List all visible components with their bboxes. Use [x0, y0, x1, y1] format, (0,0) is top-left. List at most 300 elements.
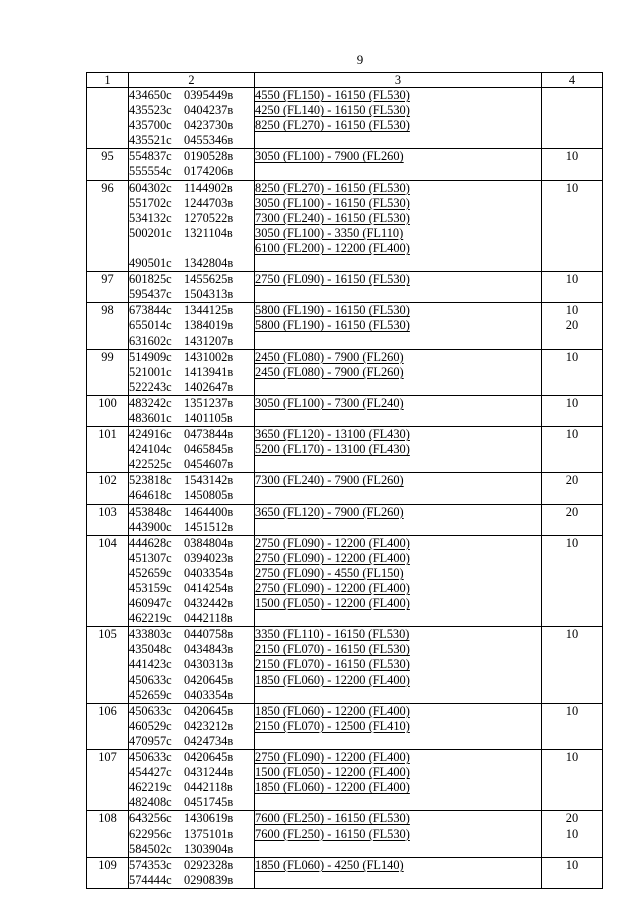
latitude: 521001с [129, 364, 172, 379]
coordinates-cell [129, 272, 255, 303]
value: 10 [565, 149, 579, 164]
table-row [87, 750, 603, 811]
coordinate-line [129, 795, 254, 810]
coordinate-line [129, 536, 254, 551]
coordinate-line [129, 380, 254, 395]
longitude: 1464400в [184, 504, 234, 519]
value-cell [542, 811, 603, 857]
latitude: 462219с [129, 780, 172, 795]
latitude: 424104с [129, 442, 172, 457]
altitude-ranges-cell [255, 750, 542, 811]
value-cell [542, 88, 603, 149]
table-row [87, 303, 603, 349]
row-number [87, 627, 129, 703]
latitude: 460947с [129, 596, 172, 611]
latitude: 454427с [129, 765, 172, 780]
latitude: 452659с [129, 687, 172, 702]
coordinate-line [129, 611, 254, 626]
coordinates-cell [129, 811, 255, 857]
latitude: 522243с [129, 379, 172, 394]
value: 10 [565, 750, 579, 765]
coordinates-cell [129, 395, 255, 426]
coordinate-line [129, 657, 254, 672]
row-number [87, 303, 129, 349]
coordinate-line [129, 211, 254, 226]
longitude: 0174206в [184, 164, 234, 179]
row-number [87, 473, 129, 504]
longitude: 0454607в [184, 457, 234, 472]
value: 20 [565, 473, 579, 488]
value-cell [542, 427, 603, 473]
altitude-range: 2750 (FL090) - 16150 (FL530) [255, 272, 410, 287]
table-body [87, 88, 603, 889]
value: 10 [565, 857, 579, 872]
longitude: 1375101в [184, 826, 234, 841]
coordinate-line [129, 365, 254, 380]
value: 10 [565, 395, 579, 410]
longitude: 0420645в [184, 672, 234, 687]
coordinate-line [129, 427, 254, 442]
row-number-text: 107 [98, 750, 117, 765]
row-number [87, 88, 129, 149]
latitude: 450633с [129, 672, 172, 687]
altitude-ranges-cell [255, 811, 542, 857]
longitude: 1402647в [184, 379, 234, 394]
value: 10 [565, 535, 579, 550]
altitude-ranges-cell [255, 703, 542, 749]
altitude-range: 1850 (FL060) - 12200 (FL400) [255, 672, 410, 687]
latitude: 551702с [129, 195, 172, 210]
longitude: 0403354в [184, 565, 234, 580]
altitude-range: 4550 (FL150) - 16150 (FL530) [255, 88, 410, 102]
altitude-ranges-cell [255, 627, 542, 703]
longitude: 1430619в [184, 811, 234, 826]
latitude: 574353с [129, 857, 172, 872]
latitude: 424916с [129, 427, 172, 442]
altitude-range: 1850 (FL060) - 4250 (FL140) [255, 857, 404, 872]
longitude: 0442118в [184, 611, 233, 626]
latitude: 444628с [129, 535, 172, 550]
coordinate-line [129, 734, 254, 749]
coordinate-line [129, 164, 254, 179]
altitude-range: 3350 (FL110) - 16150 (FL530) [255, 627, 410, 642]
longitude: 0434843в [184, 642, 234, 657]
coordinate-line [129, 241, 254, 256]
row-number-text: 108 [98, 811, 117, 826]
longitude: 0423212в [184, 718, 234, 733]
value: 20 [565, 811, 579, 826]
coordinate-line [129, 303, 254, 318]
latitude: 483601с [129, 410, 172, 425]
row-number-text: 98 [101, 303, 114, 318]
coordinates-cell [129, 750, 255, 811]
latitude: 554837с [129, 149, 172, 164]
row-number-text: 109 [98, 857, 117, 872]
coordinate-line [129, 596, 254, 611]
coordinate-line [129, 858, 254, 873]
altitude-range: 2150 (FL070) - 16150 (FL530) [255, 642, 410, 657]
longitude: 0404237в [184, 103, 234, 118]
coordinate-line [129, 226, 254, 241]
altitude-range: 2750 (FL090) - 4550 (FL150) [255, 565, 404, 580]
table-row [87, 473, 603, 504]
altitude-range: 2150 (FL070) - 12500 (FL410) [255, 718, 410, 733]
value: 10 [565, 826, 579, 841]
altitude-ranges-cell [255, 427, 542, 473]
longitude: 0423730в [184, 118, 234, 133]
table-row [87, 349, 603, 395]
latitude: 464618с [129, 488, 172, 503]
latitude: 601825с [129, 272, 172, 287]
value: 10 [565, 303, 579, 318]
row-number-text: 101 [98, 427, 117, 442]
altitude-range: 5800 (FL190) - 16150 (FL530) [255, 303, 410, 318]
table-row [87, 88, 603, 149]
latitude: 435521с [129, 133, 172, 148]
latitude: 490501с [129, 256, 172, 271]
longitude: 1342804в [184, 256, 234, 271]
altitude-range: 8250 (FL270) - 16150 (FL530) [255, 118, 410, 133]
latitude: 631602с [129, 333, 172, 348]
longitude: 1504313в [184, 287, 234, 302]
latitude: 433803с [129, 627, 172, 642]
latitude: 435523с [129, 103, 172, 118]
coordinate-line [129, 196, 254, 211]
row-number [87, 149, 129, 180]
coordinate-line [129, 551, 254, 566]
longitude: 1401105в [184, 410, 233, 425]
longitude: 0440758в [184, 627, 234, 642]
altitude-ranges-cell [255, 349, 542, 395]
longitude: 0430313в [184, 657, 234, 672]
coordinate-line [129, 318, 254, 333]
latitude: 451307с [129, 550, 172, 565]
altitude-range: 1850 (FL060) - 12200 (FL400) [255, 780, 410, 795]
row-number-text: 95 [101, 149, 114, 164]
altitude-range: 2750 (FL090) - 12200 (FL400) [255, 750, 410, 765]
latitude: 673844с [129, 303, 172, 318]
coordinate-line [129, 642, 254, 657]
latitude: 441423с [129, 657, 172, 672]
latitude: 483242с [129, 395, 172, 410]
longitude: 1451512в [184, 519, 234, 534]
latitude: 482408с [129, 795, 172, 810]
value-cell [542, 504, 603, 535]
value: 10 [565, 180, 579, 195]
latitude: 655014с [129, 318, 172, 333]
latitude: 435048с [129, 642, 172, 657]
value-cell [542, 349, 603, 395]
column-header-4: 4 [542, 73, 603, 88]
altitude-range: 1500 (FL050) - 12200 (FL400) [255, 596, 410, 611]
altitude-range: 3050 (FL100) - 7300 (FL240) [255, 395, 404, 410]
longitude: 1431207в [184, 333, 234, 348]
latitude: 422525с [129, 457, 172, 472]
altitude-range: 2750 (FL090) - 12200 (FL400) [255, 581, 410, 595]
coordinate-line [129, 396, 254, 411]
latitude: 523818с [129, 473, 172, 488]
airspace-table [86, 72, 603, 889]
altitude-range: 3050 (FL100) - 16150 (FL530) [255, 195, 410, 210]
longitude: 1321104в [184, 225, 233, 240]
coordinate-line [129, 350, 254, 365]
value-cell [542, 535, 603, 627]
altitude-ranges-cell [255, 504, 542, 535]
row-number [87, 272, 129, 303]
altitude-range: 6100 (FL200) - 12200 (FL400) [255, 240, 410, 255]
coordinate-line [129, 133, 254, 148]
altitude-ranges-cell [255, 395, 542, 426]
longitude: 1413941в [184, 364, 234, 379]
table-row [87, 535, 603, 627]
row-number-text: 102 [98, 473, 117, 488]
table-row [87, 180, 603, 272]
coordinates-cell [129, 627, 255, 703]
row-number [87, 703, 129, 749]
value: 10 [565, 272, 579, 287]
altitude-ranges-cell [255, 149, 542, 180]
row-number-text [87, 88, 128, 103]
row-number-text: 103 [98, 504, 117, 519]
coordinate-line [129, 704, 254, 719]
altitude-ranges-cell [255, 473, 542, 504]
latitude: 453159с [129, 581, 172, 595]
value-cell [542, 149, 603, 180]
value: 10 [565, 703, 579, 718]
row-number-text: 105 [98, 627, 117, 642]
coordinate-line [129, 673, 254, 688]
coordinate-line [129, 149, 254, 164]
longitude: 0395449в [184, 88, 234, 102]
latitude: 452659с [129, 565, 172, 580]
row-number [87, 811, 129, 857]
column-header-2: 2 [129, 73, 255, 88]
altitude-range: 4250 (FL140) - 16150 (FL530) [255, 103, 410, 118]
longitude: 1431002в [184, 349, 234, 364]
row-number [87, 535, 129, 627]
table-row [87, 272, 603, 303]
coordinate-line [129, 256, 254, 271]
coordinate-line [129, 827, 254, 842]
altitude-range: 5200 (FL170) - 13100 (FL430) [255, 442, 410, 457]
longitude: 1270522в [184, 210, 234, 225]
latitude: 470957с [129, 733, 172, 748]
altitude-range: 7600 (FL250) - 16150 (FL530) [255, 811, 410, 826]
latitude: 450633с [129, 703, 172, 718]
latitude: 462219с [129, 611, 172, 626]
value-cell [542, 750, 603, 811]
longitude: 0403354в [184, 687, 234, 702]
value-cell [542, 703, 603, 749]
longitude: 0384804в [184, 535, 234, 550]
value-cell [542, 857, 603, 888]
value: 10 [565, 627, 579, 642]
value-cell [542, 473, 603, 504]
latitude: 622956с [129, 826, 172, 841]
latitude: 555554с [129, 164, 172, 179]
coordinates-cell [129, 427, 255, 473]
column-header-3: 3 [255, 73, 542, 88]
longitude: 0414254в [184, 581, 234, 595]
longitude: 1450805в [184, 488, 234, 503]
coordinate-line [129, 334, 254, 349]
longitude: 1455625в [184, 272, 234, 287]
column-header-1: 1 [87, 73, 129, 88]
latitude: 604302с [129, 180, 172, 195]
latitude: 584502с [129, 841, 172, 856]
longitude: 0465845в [184, 442, 234, 457]
latitude: 595437с [129, 287, 172, 302]
coordinate-line [129, 442, 254, 457]
row-number [87, 504, 129, 535]
longitude: 0424734в [184, 733, 234, 748]
altitude-range: 3050 (FL100) - 7900 (FL260) [255, 149, 404, 164]
coordinate-line [129, 457, 254, 472]
coordinate-line [129, 118, 254, 133]
latitude: 453848с [129, 504, 172, 519]
longitude: 1303904в [184, 841, 234, 856]
row-number [87, 349, 129, 395]
coordinate-line [129, 811, 254, 826]
longitude: 0432442в [184, 596, 234, 611]
altitude-range: 3050 (FL100) - 3350 (FL110) [255, 225, 404, 240]
table-row [87, 149, 603, 180]
altitude-range: 2450 (FL080) - 7900 (FL260) [255, 364, 404, 379]
row-number-text: 104 [98, 535, 117, 550]
coordinate-line [129, 520, 254, 535]
altitude-range: 7300 (FL240) - 7900 (FL260) [255, 473, 404, 488]
latitude: 534132с [129, 210, 172, 225]
value-cell [542, 627, 603, 703]
longitude: 1351237в [184, 395, 234, 410]
altitude-range: 3650 (FL120) - 7900 (FL260) [255, 504, 404, 519]
longitude: 0431244в [184, 765, 234, 780]
coordinates-cell [129, 349, 255, 395]
longitude: 1384019в [184, 318, 234, 333]
altitude-ranges-cell [255, 303, 542, 349]
altitude-range: 2750 (FL090) - 12200 (FL400) [255, 535, 410, 550]
table-row [87, 427, 603, 473]
row-number-text: 100 [98, 395, 117, 410]
altitude-range: 2750 (FL090) - 12200 (FL400) [255, 550, 410, 565]
coordinates-cell [129, 88, 255, 149]
coordinate-line [129, 688, 254, 703]
longitude: 0290839в [184, 872, 234, 887]
altitude-ranges-cell [255, 180, 542, 272]
table-row [87, 395, 603, 426]
altitude-ranges-cell [255, 535, 542, 627]
row-number-text: 99 [101, 349, 114, 364]
longitude: 1244703в [184, 195, 234, 210]
coordinate-line [129, 627, 254, 642]
value-cell [542, 395, 603, 426]
longitude: 0455346в [184, 133, 234, 148]
longitude: 0420645в [184, 750, 234, 765]
longitude: 0292328в [184, 857, 234, 872]
coordinate-line [129, 765, 254, 780]
table-row [87, 857, 603, 888]
altitude-range: 2150 (FL070) - 16150 (FL530) [255, 657, 410, 672]
altitude-range: 7600 (FL250) - 16150 (FL530) [255, 826, 410, 841]
value-cell [542, 180, 603, 272]
altitude-range: 8250 (FL270) - 16150 (FL530) [255, 180, 410, 195]
value: 10 [565, 349, 579, 364]
coordinate-line [129, 581, 254, 596]
coordinates-cell [129, 535, 255, 627]
coordinates-cell [129, 703, 255, 749]
latitude: 514909с [129, 349, 172, 364]
coordinates-cell [129, 473, 255, 504]
page-number: 9 [356, 52, 364, 67]
longitude: 0473844в [184, 427, 234, 442]
value: 10 [565, 427, 579, 442]
table-row [87, 627, 603, 703]
latitude: 443900с [129, 519, 172, 534]
row-number [87, 395, 129, 426]
altitude-range: 1850 (FL060) - 12200 (FL400) [255, 703, 410, 718]
row-number [87, 857, 129, 888]
coordinate-line [129, 873, 254, 888]
row-number [87, 180, 129, 272]
latitude: 643256с [129, 811, 172, 826]
altitude-ranges-cell [255, 272, 542, 303]
latitude: 434650с [129, 88, 172, 102]
row-number [87, 427, 129, 473]
altitude-range: 1500 (FL050) - 12200 (FL400) [255, 765, 410, 780]
coordinate-line [129, 411, 254, 426]
longitude: 0394023в [184, 550, 234, 565]
coordinate-line [129, 750, 254, 765]
latitude: 500201с [129, 225, 172, 240]
altitude-ranges-cell [255, 88, 542, 149]
table-row [87, 504, 603, 535]
coordinates-cell [129, 857, 255, 888]
longitude: 0190528в [184, 149, 234, 164]
coordinate-line [129, 505, 254, 520]
coordinate-line [129, 473, 254, 488]
latitude: 574444с [129, 872, 172, 887]
table-row [87, 811, 603, 857]
coordinates-cell [129, 303, 255, 349]
altitude-range: 5800 (FL190) - 16150 (FL530) [255, 318, 410, 333]
coordinate-line [129, 103, 254, 118]
coordinate-line [129, 287, 254, 302]
altitude-range: 2450 (FL080) - 7900 (FL260) [255, 349, 404, 364]
longitude: 1543142в [184, 473, 234, 488]
longitude: 1144902в [184, 180, 233, 195]
altitude-range: 7300 (FL240) - 16150 (FL530) [255, 210, 410, 225]
coordinate-line [129, 719, 254, 734]
row-number-text: 106 [98, 703, 117, 718]
coordinate-line [129, 181, 254, 196]
coordinates-cell [129, 149, 255, 180]
longitude: 0451745в [184, 795, 234, 810]
altitude-range: 3650 (FL120) - 13100 (FL430) [255, 427, 410, 442]
longitude: 1344125в [184, 303, 234, 318]
altitude-ranges-cell [255, 857, 542, 888]
coordinate-line [129, 272, 254, 287]
latitude: 435700с [129, 118, 172, 133]
longitude: 0442118в [184, 780, 233, 795]
value-cell [542, 272, 603, 303]
row-number-text: 97 [101, 272, 114, 287]
coordinate-line [129, 566, 254, 581]
coordinate-line [129, 88, 254, 103]
coordinate-line [129, 488, 254, 503]
value: 20 [565, 504, 579, 519]
coordinates-cell [129, 180, 255, 272]
coordinate-line [129, 780, 254, 795]
